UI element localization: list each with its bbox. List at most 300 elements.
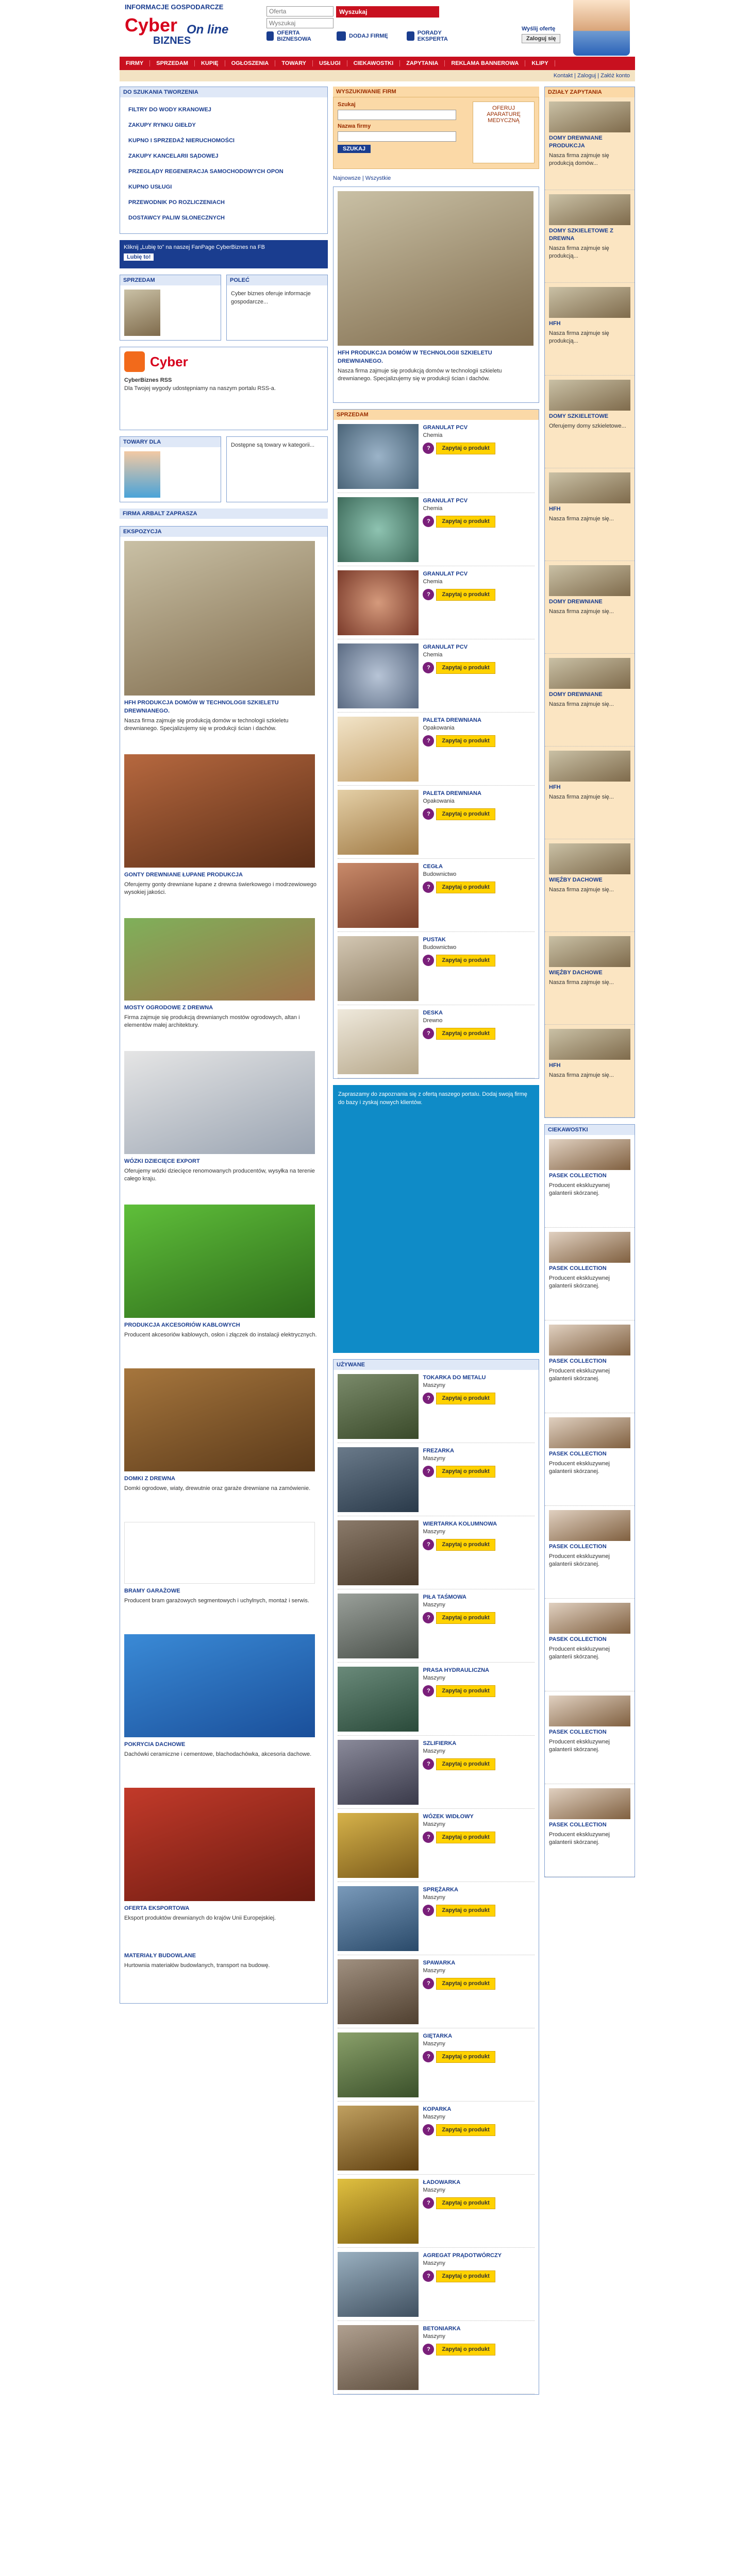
product-item[interactable]	[338, 420, 535, 493]
search-input-1[interactable]	[338, 110, 456, 120]
product-item[interactable]	[338, 1005, 535, 1078]
used-image[interactable]	[338, 2252, 419, 2317]
ekspozycja-item[interactable]	[124, 918, 323, 1045]
zapytanie-item[interactable]	[545, 839, 635, 932]
question-icon: ?	[423, 589, 434, 600]
category-list	[120, 97, 327, 233]
main-nav	[120, 57, 635, 70]
used-name[interactable]: FREZARKA	[423, 1448, 454, 1454]
used-category: Maszyny	[423, 2333, 445, 2340]
zapytanie-desc: Nasza firma zajmuje się produkcją...	[549, 330, 609, 344]
ciekawostka-item[interactable]	[545, 1691, 635, 1784]
used-image[interactable]	[338, 1667, 419, 1732]
ekspozycja-image[interactable]	[124, 1205, 315, 1318]
ciekawostka-title[interactable]: PASEK COLLECTION	[549, 1822, 607, 1828]
search-box	[333, 97, 539, 169]
ekspozycja-title[interactable]: MOSTY OGRODOWE Z DREWNA	[124, 1005, 213, 1011]
ask-product-button[interactable]: Zapytaj o produkt	[436, 882, 495, 893]
zapytanie-item[interactable]	[545, 932, 635, 1025]
used-item[interactable]	[338, 1370, 535, 1443]
zapytanie-image[interactable]	[549, 843, 630, 874]
zapytanie-item[interactable]	[545, 190, 635, 283]
nav-item[interactable]: TOWARY	[275, 60, 313, 66]
ciekawostka-image[interactable]	[549, 1325, 630, 1355]
zapytanie-item[interactable]	[545, 561, 635, 654]
ask-product-button[interactable]: Zapytaj o produkt	[436, 955, 495, 967]
ask-product-button[interactable]: Zapytaj o produkt	[436, 516, 495, 528]
product-category: Chemia	[423, 432, 443, 438]
ekspozycja-desc: Producent akcesoriów kablowych, osłon i złączek do instalacji elektrycznych.	[124, 1332, 317, 1338]
ciekawostka-image[interactable]	[549, 1417, 630, 1448]
ekspozycja-title[interactable]: POKRYCIA DACHOWE	[124, 1741, 186, 1748]
columns	[120, 87, 635, 2401]
used-image[interactable]	[338, 1813, 419, 1878]
used-info	[423, 1667, 535, 1731]
used-item[interactable]	[338, 2175, 535, 2248]
ask-product-button[interactable]: Zapytaj o produkt	[436, 1539, 495, 1551]
product-name[interactable]: GRANULAT PCV	[423, 571, 468, 577]
ekspozycja-item[interactable]	[124, 1634, 323, 1782]
search-input-2[interactable]	[338, 131, 456, 142]
facebook-like-button[interactable]: Lubię to!	[124, 253, 154, 261]
used-item[interactable]	[338, 1589, 535, 1663]
ekspozycja-title[interactable]: WÓZKI DZIECIĘCE EXPORT	[124, 1158, 200, 1164]
product-info	[423, 790, 535, 854]
ekspozycja-title[interactable]: MATERIAŁY BUDOWLANE	[124, 1953, 196, 1959]
used-name[interactable]: KOPARKA	[423, 2106, 452, 2112]
zapytanie-item[interactable]	[545, 1025, 635, 1117]
ask-product-button[interactable]: Zapytaj o produkt	[436, 735, 495, 747]
ciekawostka-desc: Producent ekskluzywnej galanterii skórzanej.	[549, 1275, 610, 1289]
ciekawostka-desc: Producent ekskluzywnej galanterii skórzanej.	[549, 1832, 610, 1845]
category-link[interactable]: KUPNO USŁUGI	[128, 184, 172, 190]
used-image[interactable]	[338, 1594, 419, 1658]
header-dropdown[interactable]: Wyszukaj	[336, 6, 439, 18]
ekspozycja-item[interactable]	[124, 1205, 323, 1362]
used-info	[423, 2032, 535, 2097]
ciekawostka-desc: Producent ekskluzywnej galanterii skórzanej.	[549, 1461, 610, 1475]
question-icon: ?	[423, 2051, 434, 2062]
used-image[interactable]	[338, 1520, 419, 1585]
header-menu-item-3[interactable]	[407, 30, 463, 42]
nav-item[interactable]: KLIPY	[525, 60, 555, 66]
ekspozycja-image[interactable]	[124, 541, 315, 696]
used-name[interactable]: GIĘTARKA	[423, 2033, 453, 2039]
ask-product-button[interactable]: Zapytaj o produkt	[436, 2197, 495, 2209]
sprzedam-header: SPRZEDAM	[120, 275, 221, 285]
used-image[interactable]	[338, 1959, 419, 2024]
ciekawostka-title[interactable]: PASEK COLLECTION	[549, 1729, 607, 1735]
ask-product-button[interactable]: Zapytaj o produkt	[436, 662, 495, 674]
page-wrapper	[120, 0, 635, 2401]
zapytanie-item[interactable]	[545, 376, 635, 468]
zapytanie-item[interactable]	[545, 468, 635, 561]
product-name[interactable]: PALETA DREWNIANA	[423, 790, 481, 796]
nav-item[interactable]: KUPIĘ	[195, 60, 225, 66]
ciekawostka-item[interactable]	[545, 1228, 635, 1320]
product-name[interactable]: GRANULAT PCV	[423, 644, 468, 650]
ciekawostka-item[interactable]	[545, 1320, 635, 1413]
ciekawostka-item[interactable]	[545, 1599, 635, 1691]
header-search-input[interactable]	[266, 6, 333, 16]
zapytanie-title[interactable]: DOMY SZKIELETOWE	[549, 413, 609, 419]
zapytanie-image[interactable]	[549, 936, 630, 967]
ekspozycja-image[interactable]	[124, 1522, 315, 1584]
logo-cyber: Cyber	[125, 14, 178, 36]
ekspozycja-image[interactable]	[124, 918, 315, 1001]
ask-product-button[interactable]: Zapytaj o produkt	[436, 1466, 495, 1478]
ask-product-button[interactable]: Zapytaj o produkt	[436, 1612, 495, 1624]
product-image[interactable]	[338, 717, 419, 782]
firma-header: FIRMA ARBALT ZAPRASZA	[120, 509, 328, 519]
ask-product-button[interactable]: Zapytaj o produkt	[436, 1978, 495, 1990]
product-item[interactable]	[338, 932, 535, 1005]
ekspozycja-item[interactable]	[124, 754, 323, 912]
product-item[interactable]	[338, 493, 535, 566]
zapytanie-image[interactable]	[549, 751, 630, 782]
product-image[interactable]	[338, 863, 419, 928]
used-info	[423, 1520, 535, 1585]
used-category: Maszyny	[423, 1894, 445, 1901]
question-icon: ?	[423, 735, 434, 747]
breadcrumb[interactable]: Najnowsze | Wszystkie	[333, 175, 391, 181]
ekspozycja-title[interactable]: BRAMY GARAŻOWE	[124, 1588, 180, 1594]
used-info	[423, 1374, 535, 1438]
feature-title[interactable]: HFH PRODUKCJA DOMÓW W TECHNOLOGII SZKIELETU DREWNIANEGO.	[338, 350, 492, 364]
nav-item[interactable]: OGŁOSZENIA	[225, 60, 276, 66]
category-link[interactable]: DOSTAWCY PALIW SŁONECZNYCH	[128, 215, 225, 221]
nav-item[interactable]: REKLAMA BANNEROWA	[445, 60, 525, 66]
zapytanie-desc: Nasza firma zajmuje się...	[549, 794, 614, 800]
nav-item[interactable]: SPRZEDAM	[150, 60, 195, 66]
nav-item[interactable]: ZAPYTANIA	[400, 60, 445, 66]
used-name[interactable]: ŁADOWARKA	[423, 2179, 461, 2185]
feature-image[interactable]	[338, 191, 533, 346]
zapytanie-image[interactable]	[549, 101, 630, 132]
used-image[interactable]	[338, 2106, 419, 2171]
used-info	[423, 2179, 535, 2243]
question-icon: ?	[423, 443, 434, 454]
category-link[interactable]: PRZEWODNIK PO ROZLICZENIACH	[128, 199, 225, 206]
ciekawostka-item[interactable]	[545, 1135, 635, 1228]
zapytanie-desc: Nasza firma zajmuje się...	[549, 516, 614, 522]
product-item[interactable]	[338, 566, 535, 639]
zapytanie-desc: Nasza firma zajmuje się produkcją...	[549, 245, 609, 259]
ciekawostka-image[interactable]	[549, 1510, 630, 1541]
ekspozycja-list	[120, 537, 327, 2003]
ask-product-button[interactable]: Zapytaj o produkt	[436, 443, 495, 454]
question-icon: ?	[423, 2197, 434, 2209]
used-info	[423, 1447, 535, 1512]
category-link[interactable]: PRZEGLĄDY REGENERACJA SAMOCHODOWYCH OPON	[128, 168, 283, 175]
used-image[interactable]	[338, 2032, 419, 2097]
polec-header: POLEĆ	[227, 275, 327, 285]
used-item[interactable]	[338, 1736, 535, 1809]
ask-product-button[interactable]: Zapytaj o produkt	[436, 1028, 495, 1040]
used-image[interactable]	[338, 2179, 419, 2244]
ekspozycja-title[interactable]: PRODUKCJA AKCESORIÓW KABLOWYCH	[124, 1322, 240, 1328]
ciekawostki-header: CIEKAWOSTKI	[545, 1125, 635, 1135]
zapytanie-title[interactable]: HFH	[549, 320, 561, 327]
used-item[interactable]	[338, 2028, 535, 2102]
towary-image[interactable]	[124, 451, 160, 498]
used-name[interactable]: AGREGAT PRĄDOTWÓRCZY	[423, 2252, 502, 2259]
ekspozycja-item[interactable]	[124, 1368, 323, 1516]
site-logo[interactable]	[125, 14, 254, 50]
uzywane-box	[333, 1359, 539, 2395]
ciekawostka-title[interactable]: PASEK COLLECTION	[549, 1544, 607, 1550]
ciekawostka-title[interactable]: PASEK COLLECTION	[549, 1173, 607, 1179]
product-name[interactable]: DESKA	[423, 1010, 443, 1016]
ask-product-button[interactable]: Zapytaj o produkt	[436, 808, 495, 820]
used-name[interactable]: WIERTARKA KOLUMNOWA	[423, 1521, 497, 1527]
sprzedam-box	[120, 275, 221, 341]
category-link[interactable]: ZAKUPY KANCELARII SĄDOWEJ	[128, 153, 219, 159]
ciekawostka-image[interactable]	[549, 1603, 630, 1634]
product-image[interactable]	[338, 936, 419, 1001]
zapytanie-item[interactable]	[545, 654, 635, 747]
ask-product-button[interactable]: Zapytaj o produkt	[436, 1685, 495, 1697]
product-image[interactable]	[338, 570, 419, 635]
header-search-input-2[interactable]	[266, 18, 333, 28]
feature-desc: Nasza firma zajmuje się produkcją domów w technologii szkieletu drewnianego. Specjalizujemy się w produkcji ścian i dachów.	[338, 368, 502, 382]
zapytanie-title[interactable]: WIĘŹBY DACHOWE	[549, 970, 603, 976]
used-category: Maszyny	[423, 1455, 445, 1462]
ciekawostki-box	[544, 1124, 635, 1877]
used-category: Maszyny	[423, 1529, 445, 1535]
product-image[interactable]	[338, 424, 419, 489]
zapytania-header: DZIAŁY ZAPYTANIA	[545, 87, 635, 97]
center-column	[333, 87, 539, 2401]
ask-product-button[interactable]: Zapytaj o produkt	[436, 1905, 495, 1917]
product-info	[423, 643, 535, 708]
info-box: Zapraszamy do zapoznania się z ofertą naszego portalu. Dodaj swoją firmę do bazy i zyskaj nowych klientów.	[333, 1085, 539, 1353]
zapytanie-title[interactable]: DOMY DREWNIANE PRODUKCJA	[549, 135, 603, 149]
ekspozycja-title[interactable]: DOMKI Z DREWNA	[124, 1476, 175, 1482]
ask-product-button[interactable]: Zapytaj o produkt	[436, 2344, 495, 2355]
zapytanie-title[interactable]: HFH	[549, 1062, 561, 1069]
category-link[interactable]: ZAKUPY RYNKU GIEŁDY	[128, 122, 196, 128]
product-item[interactable]	[338, 713, 535, 786]
used-item[interactable]	[338, 1955, 535, 2028]
product-name[interactable]: CEGŁA	[423, 863, 443, 870]
product-image[interactable]	[338, 497, 419, 562]
towary-body	[120, 447, 221, 502]
zapytanie-item[interactable]	[545, 283, 635, 376]
ciekawostka-title[interactable]: PASEK COLLECTION	[549, 1358, 607, 1364]
zapytanie-image[interactable]	[549, 565, 630, 596]
zapytanie-item[interactable]	[545, 747, 635, 839]
zapytanie-title[interactable]: DOMY DREWNIANE	[549, 691, 603, 698]
used-image[interactable]	[338, 1374, 419, 1439]
ekspozycja-title[interactable]: GONTY DREWNIANE ŁUPANE PRODUKCJA	[124, 872, 243, 878]
product-image[interactable]	[338, 1009, 419, 1074]
zapytanie-desc: Nasza firma zajmuje się produkcją domów...	[549, 152, 609, 166]
top-strip: INFORMACJE GOSPODARCZE	[125, 3, 224, 11]
search-button[interactable]: SZUKAJ	[338, 145, 371, 153]
ekspozycja-item[interactable]	[124, 1952, 323, 1993]
ekspozycja-title[interactable]: HFH PRODUKCJA DOMÓW W TECHNOLOGII SZKIELETU DREWNIANEGO.	[124, 700, 279, 714]
ciekawostka-image[interactable]	[549, 1139, 630, 1170]
ciekawostka-item[interactable]	[545, 1506, 635, 1599]
question-icon: ?	[423, 808, 434, 820]
zapytanie-image[interactable]	[549, 658, 630, 689]
used-category: Maszyny	[423, 2187, 445, 2193]
zapytanie-image[interactable]	[549, 380, 630, 411]
product-info	[423, 570, 535, 635]
used-category: Maszyny	[423, 1382, 445, 1388]
ciekawostka-image[interactable]	[549, 1788, 630, 1819]
search-label-1: Szukaj	[338, 101, 356, 108]
ciekawostka-image[interactable]	[549, 1696, 630, 1726]
login-button[interactable]: Zaloguj się	[522, 34, 560, 43]
ciekawostka-title[interactable]: PASEK COLLECTION	[549, 1265, 607, 1272]
question-icon: ?	[423, 1393, 434, 1404]
zapytanie-image[interactable]	[549, 287, 630, 318]
ekspozycja-image[interactable]	[124, 1051, 315, 1154]
header-menu-item-2[interactable]	[337, 30, 393, 42]
zapytanie-image[interactable]	[549, 1029, 630, 1060]
question-icon: ?	[423, 2124, 434, 2136]
product-info	[423, 1009, 535, 1074]
ekspozycja-image[interactable]	[124, 1634, 315, 1737]
question-icon: ?	[423, 516, 434, 527]
rss-icon[interactable]	[124, 351, 145, 372]
product-name[interactable]: GRANULAT PCV	[423, 498, 468, 504]
zapytanie-image[interactable]	[549, 472, 630, 503]
nav-item[interactable]: FIRMY	[120, 60, 150, 66]
sprzedam-list	[333, 420, 539, 1078]
product-name[interactable]: PUSTAK	[423, 937, 446, 943]
used-category: Maszyny	[423, 1968, 445, 1974]
search-label-2: Nazwa firmy	[338, 123, 371, 129]
ekspozycja-item[interactable]	[124, 1788, 323, 1945]
header-menu-label: OFERTA BIZNESOWA	[277, 30, 311, 42]
sub-nav[interactable]: Kontakt | Zaloguj | Załóż konto	[120, 70, 635, 81]
used-name[interactable]: TOKARKA DO METALU	[423, 1375, 486, 1381]
question-icon: ?	[423, 2344, 434, 2355]
facebook-banner	[120, 240, 328, 268]
ekspozycja-title[interactable]: OFERTA EKSPORTOWA	[124, 1905, 190, 1911]
used-image[interactable]	[338, 1447, 419, 1512]
ciekawostka-title[interactable]: PASEK COLLECTION	[549, 1636, 607, 1642]
product-name[interactable]: GRANULAT PCV	[423, 425, 468, 431]
search-header: WYSZUKIWANIE FIRM	[333, 87, 539, 97]
category-link[interactable]: FILTRY DO WODY KRANOWEJ	[128, 107, 211, 113]
used-info	[423, 1594, 535, 1658]
ciekawostka-desc: Producent ekskluzywnej galanterii skórzanej.	[549, 1646, 610, 1660]
used-info	[423, 1886, 535, 1951]
ask-product-button[interactable]: Zapytaj o produkt	[436, 2124, 495, 2136]
ask-product-button[interactable]: Zapytaj o produkt	[436, 2270, 495, 2282]
used-info	[423, 1740, 535, 1804]
question-icon: ?	[423, 1539, 434, 1550]
zapytanie-title[interactable]: DOMY SZKIELETOWE Z DREWNA	[549, 228, 613, 242]
zapytanie-image[interactable]	[549, 194, 630, 225]
used-item[interactable]	[338, 1882, 535, 1955]
product-item[interactable]	[338, 639, 535, 713]
used-name[interactable]: BETONIARKA	[423, 2326, 461, 2332]
ciekawostka-desc: Producent ekskluzywnej galanterii skórzanej.	[549, 1368, 610, 1382]
used-item[interactable]	[338, 1809, 535, 1882]
ekspozycja-image[interactable]	[124, 754, 315, 868]
used-name[interactable]: PIŁA TAŚMOWA	[423, 1594, 466, 1600]
ekspozycja-desc: Domki ogrodowe, wiaty, drewutnie oraz garaże drewniane na zamówienie.	[124, 1485, 311, 1492]
product-image[interactable]	[338, 643, 419, 708]
ekspozycja-item[interactable]	[124, 541, 323, 748]
ciekawostka-image[interactable]	[549, 1232, 630, 1263]
ask-product-button[interactable]: Zapytaj o produkt	[436, 1832, 495, 1843]
rss-logo: Cyber	[150, 354, 188, 369]
towary-desc-box	[226, 436, 328, 502]
ekspozycja-desc: Eksport produktów drewnianych do krajów Unii Europejskiej.	[124, 1915, 276, 1921]
used-item[interactable]	[338, 2321, 535, 2394]
nav-item[interactable]: CIEKAWOSTKI	[347, 60, 401, 66]
category-link[interactable]: KUPNO I SPRZEDAŻ NIERUCHOMOŚCI	[128, 138, 235, 144]
used-name[interactable]: SPRĘŻARKA	[423, 1887, 458, 1893]
product-category: Chemia	[423, 505, 443, 512]
zapytanie-item[interactable]	[545, 97, 635, 190]
header-search	[266, 6, 333, 30]
zapytanie-title[interactable]: HFH	[549, 506, 561, 512]
ask-product-button[interactable]: Zapytaj o produkt	[436, 2051, 495, 2063]
product-item[interactable]	[338, 786, 535, 859]
header-menu-item-1[interactable]	[266, 30, 323, 42]
product-item[interactable]	[338, 859, 535, 932]
ekspozycja-item[interactable]	[124, 1051, 323, 1198]
question-icon: ?	[423, 955, 434, 966]
product-name[interactable]: PALETA DREWNIANA	[423, 717, 481, 723]
used-image[interactable]	[338, 1886, 419, 1951]
used-item[interactable]	[338, 1443, 535, 1516]
ekspozycja-image[interactable]	[124, 1788, 315, 1901]
ciekawostka-title[interactable]: PASEK COLLECTION	[549, 1451, 607, 1457]
used-name[interactable]: SZLIFIERKA	[423, 1740, 457, 1747]
used-info	[423, 1959, 535, 2024]
ekspozycja-image[interactable]	[124, 1368, 315, 1471]
zapytanie-title[interactable]: DOMY DREWNIANE	[549, 599, 603, 605]
zapytania-box	[544, 87, 635, 1118]
sprzedam-body	[120, 285, 221, 340]
ciekawostka-item[interactable]	[545, 1413, 635, 1506]
towary-row	[120, 436, 328, 509]
used-item[interactable]	[338, 1663, 535, 1736]
question-icon: ?	[423, 1028, 434, 1039]
zapytanie-title[interactable]: HFH	[549, 784, 561, 790]
used-name[interactable]: SPAWARKA	[423, 1960, 456, 1966]
used-name[interactable]: PRASA HYDRAULICZNA	[423, 1667, 490, 1673]
used-category: Maszyny	[423, 1821, 445, 1827]
used-image[interactable]	[338, 2325, 419, 2390]
used-image[interactable]	[338, 1740, 419, 1805]
ask-product-button[interactable]: Zapytaj o produkt	[436, 1758, 495, 1770]
used-item[interactable]	[338, 1516, 535, 1589]
zapytania-list	[545, 97, 635, 1117]
rss-desc: Dla Twojej wygody udostępniamy na naszym portalu RSS-a.	[124, 385, 276, 392]
zapytanie-title[interactable]: WIĘŹBY DACHOWE	[549, 877, 603, 883]
used-item[interactable]	[338, 2102, 535, 2175]
product-image[interactable]	[338, 790, 419, 855]
used-item[interactable]	[338, 2248, 535, 2321]
search-ad[interactable]: OFERUJ APARATURĘ MEDYCZNĄ	[473, 101, 535, 163]
sprzedam-image[interactable]	[124, 290, 160, 336]
nav-item[interactable]: USŁUGI	[313, 60, 347, 66]
ask-product-button[interactable]: Zapytaj o produkt	[436, 1393, 495, 1404]
ciekawostka-item[interactable]	[545, 1784, 635, 1877]
ask-product-button[interactable]: Zapytaj o produkt	[436, 589, 495, 601]
used-name[interactable]: WÓZEK WIDŁOWY	[423, 1814, 474, 1820]
ekspozycja-item[interactable]	[124, 1522, 323, 1628]
